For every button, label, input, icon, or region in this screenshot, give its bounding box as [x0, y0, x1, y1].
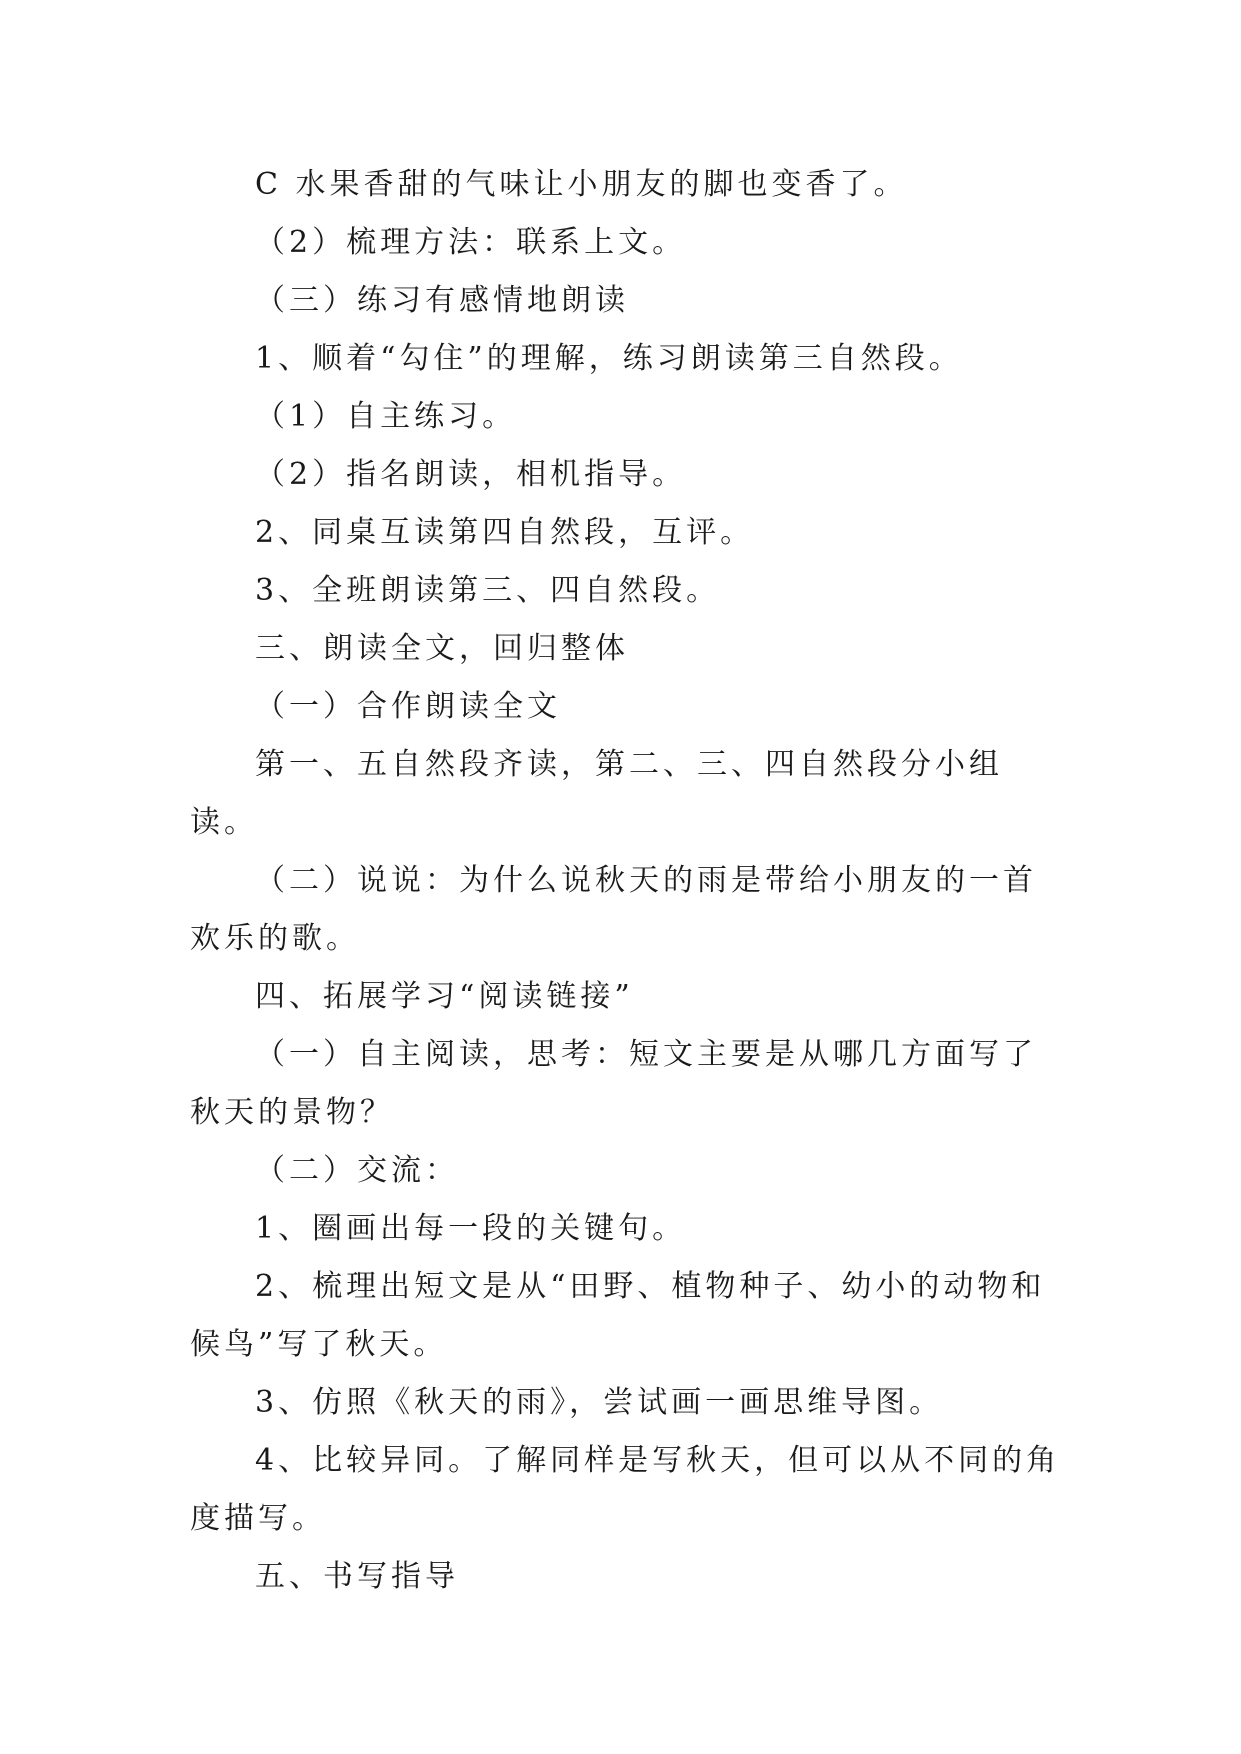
paragraph: 2、同桌互读第四自然段，互评。: [255, 515, 755, 550]
paragraph: C 水果香甜的气味让小朋友的脚也变香了。: [255, 167, 908, 202]
paragraph: 3、全班朗读第三、四自然段。: [255, 573, 721, 608]
paragraph: 3、仿照《秋天的雨》，尝试画一画思维导图。: [255, 1385, 944, 1420]
document-body: [190, 156, 1070, 1606]
paragraph: 1、圈画出每一段的关键句。: [255, 1211, 687, 1246]
paragraph: 1、顺着“勾住”的理解，练习朗读第三自然段。: [255, 341, 963, 376]
paragraph: 2、梳理出短文是从“田野、植物种子、幼小的动物和候鸟”写了秋天。: [190, 1269, 1046, 1362]
section-heading: 五、书写指导: [255, 1559, 459, 1594]
paragraph: （2）指名朗读，相机指导。: [255, 457, 687, 492]
section-heading: （一）合作朗读全文: [255, 689, 561, 724]
section-heading: （三）练习有感情地朗读: [255, 283, 629, 318]
section-heading: （二）交流：: [255, 1153, 459, 1188]
paragraph: （一）自主阅读，思考：短文主要是从哪几方面写了秋天的景物？: [190, 1037, 1037, 1130]
section-heading: 四、拓展学习“阅读链接”: [255, 979, 634, 1014]
paragraph: （1）自主练习。: [255, 399, 517, 434]
paragraph: （二）说说：为什么说秋天的雨是带给小朋友的一首欢乐的歌。: [190, 863, 1037, 956]
section-heading: 三、朗读全文，回归整体: [255, 631, 629, 666]
paragraph: 第一、五自然段齐读，第二、三、四自然段分小组读。: [190, 747, 1003, 840]
paragraph: 4、比较异同。了解同样是写秋天，但可以从不同的角度描写。: [190, 1443, 1061, 1536]
paragraph: （2）梳理方法：联系上文。: [255, 225, 687, 260]
